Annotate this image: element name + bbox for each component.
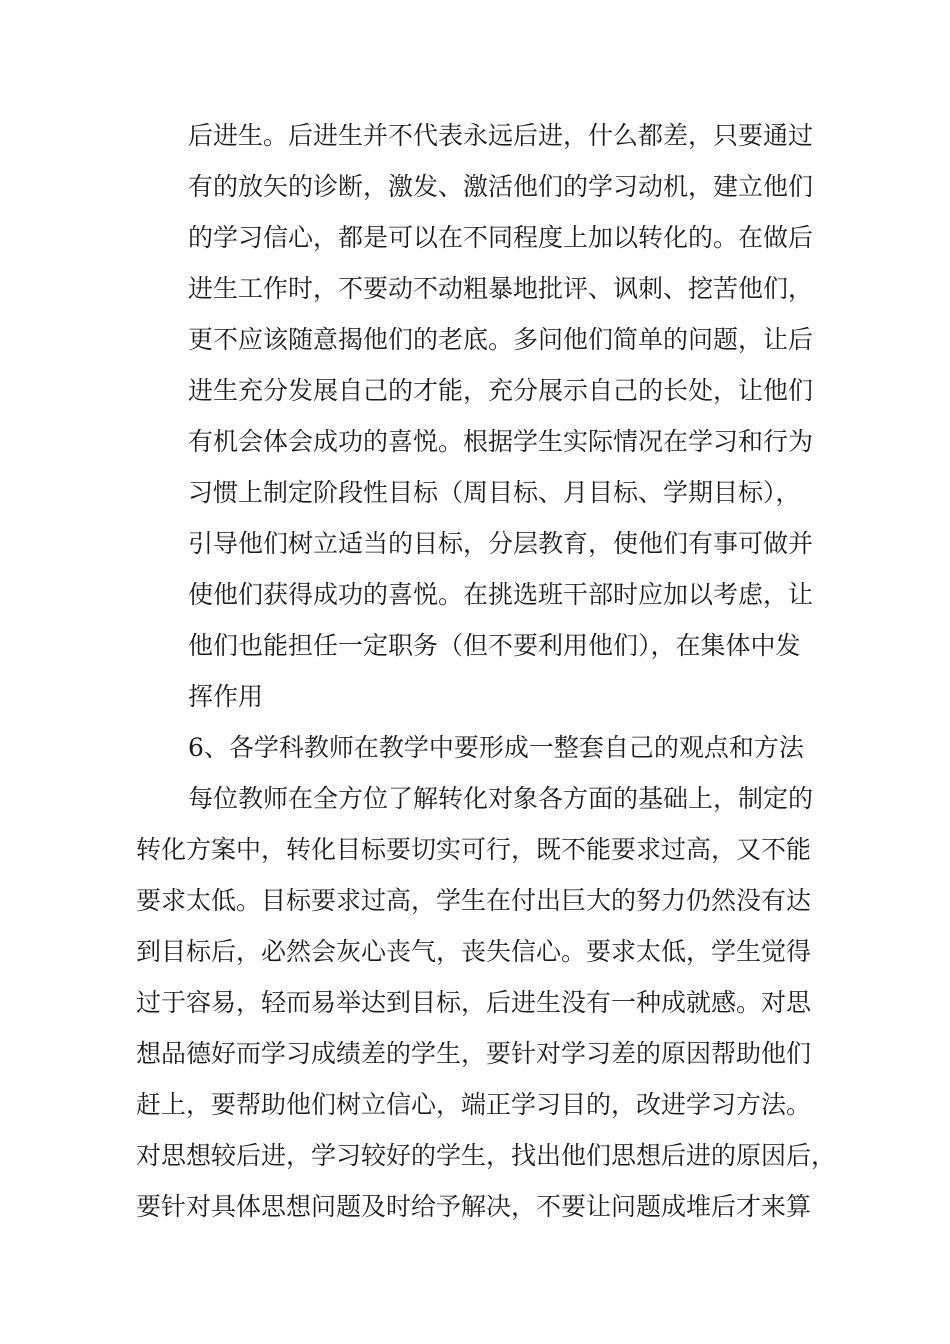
text-line: 他们也能担任一定职务（但不要利用他们），在集体中发 — [188, 631, 801, 660]
text-line: 想品德好而学习成绩差的学生，要针对学习差的原因帮助他们 — [136, 1039, 812, 1068]
paragraph-first-line: 每位教师在全方位了解转化对象各方面的基础上，制定的 — [188, 784, 814, 813]
text-line: 赶上，要帮助他们树立信心，端正学习目的，改进学习方法。 — [136, 1090, 812, 1119]
text-line: 更不应该随意揭他们的老底。多问他们简单的问题，让后 — [188, 325, 814, 354]
text-line: 进生工作时，不要动不动粗暴地批评、讽刺、挖苦他们， — [188, 274, 814, 303]
text-line: 进生充分发展自己的才能，充分展示自己的长处，让他们 — [188, 376, 814, 405]
text-line: 转化方案中，转化目标要切实可行，既不能要求过高，又不能 — [136, 835, 812, 864]
text-line: 到目标后，必然会灰心丧气，丧失信心。要求太低，学生觉得 — [136, 937, 812, 966]
text-line: 后进生。后进生并不代表永远后进，什么都差，只要通过 — [188, 121, 814, 150]
text-line: 有的放矢的诊断，激发、激活他们的学习动机，建立他们 — [188, 172, 814, 201]
text-line: 要求太低。目标要求过高，学生在付出巨大的努力仍然没有达 — [136, 886, 812, 915]
text-line: 过于容易，轻而易举达到目标，后进生没有一种成就感。对思 — [136, 988, 812, 1017]
section-heading: 6、各学科教师在教学中要形成一整套自己的观点和方法 — [188, 733, 804, 762]
text-line: 挥作用 — [188, 682, 264, 711]
text-line: 有机会体会成功的喜悦。根据学生实际情况在学习和行为 — [188, 427, 814, 456]
text-line: 习惯上制定阶段性目标（周目标、月目标、学期目标）， — [188, 478, 801, 507]
text-line: 使他们获得成功的喜悦。在挑选班干部时应加以考虑，让 — [188, 580, 814, 609]
text-line: 要针对具体思想问题及时给予解决，不要让问题成堆后才来算 — [136, 1192, 812, 1221]
text-line: 引导他们树立适当的目标，分层教育，使他们有事可做并 — [188, 529, 814, 558]
text-line: 对思想较后进，学习较好的学生，找出他们思想后进的原因后， — [136, 1141, 837, 1170]
text-line: 的学习信心，都是可以在不同程度上加以转化的。在做后 — [188, 223, 814, 252]
